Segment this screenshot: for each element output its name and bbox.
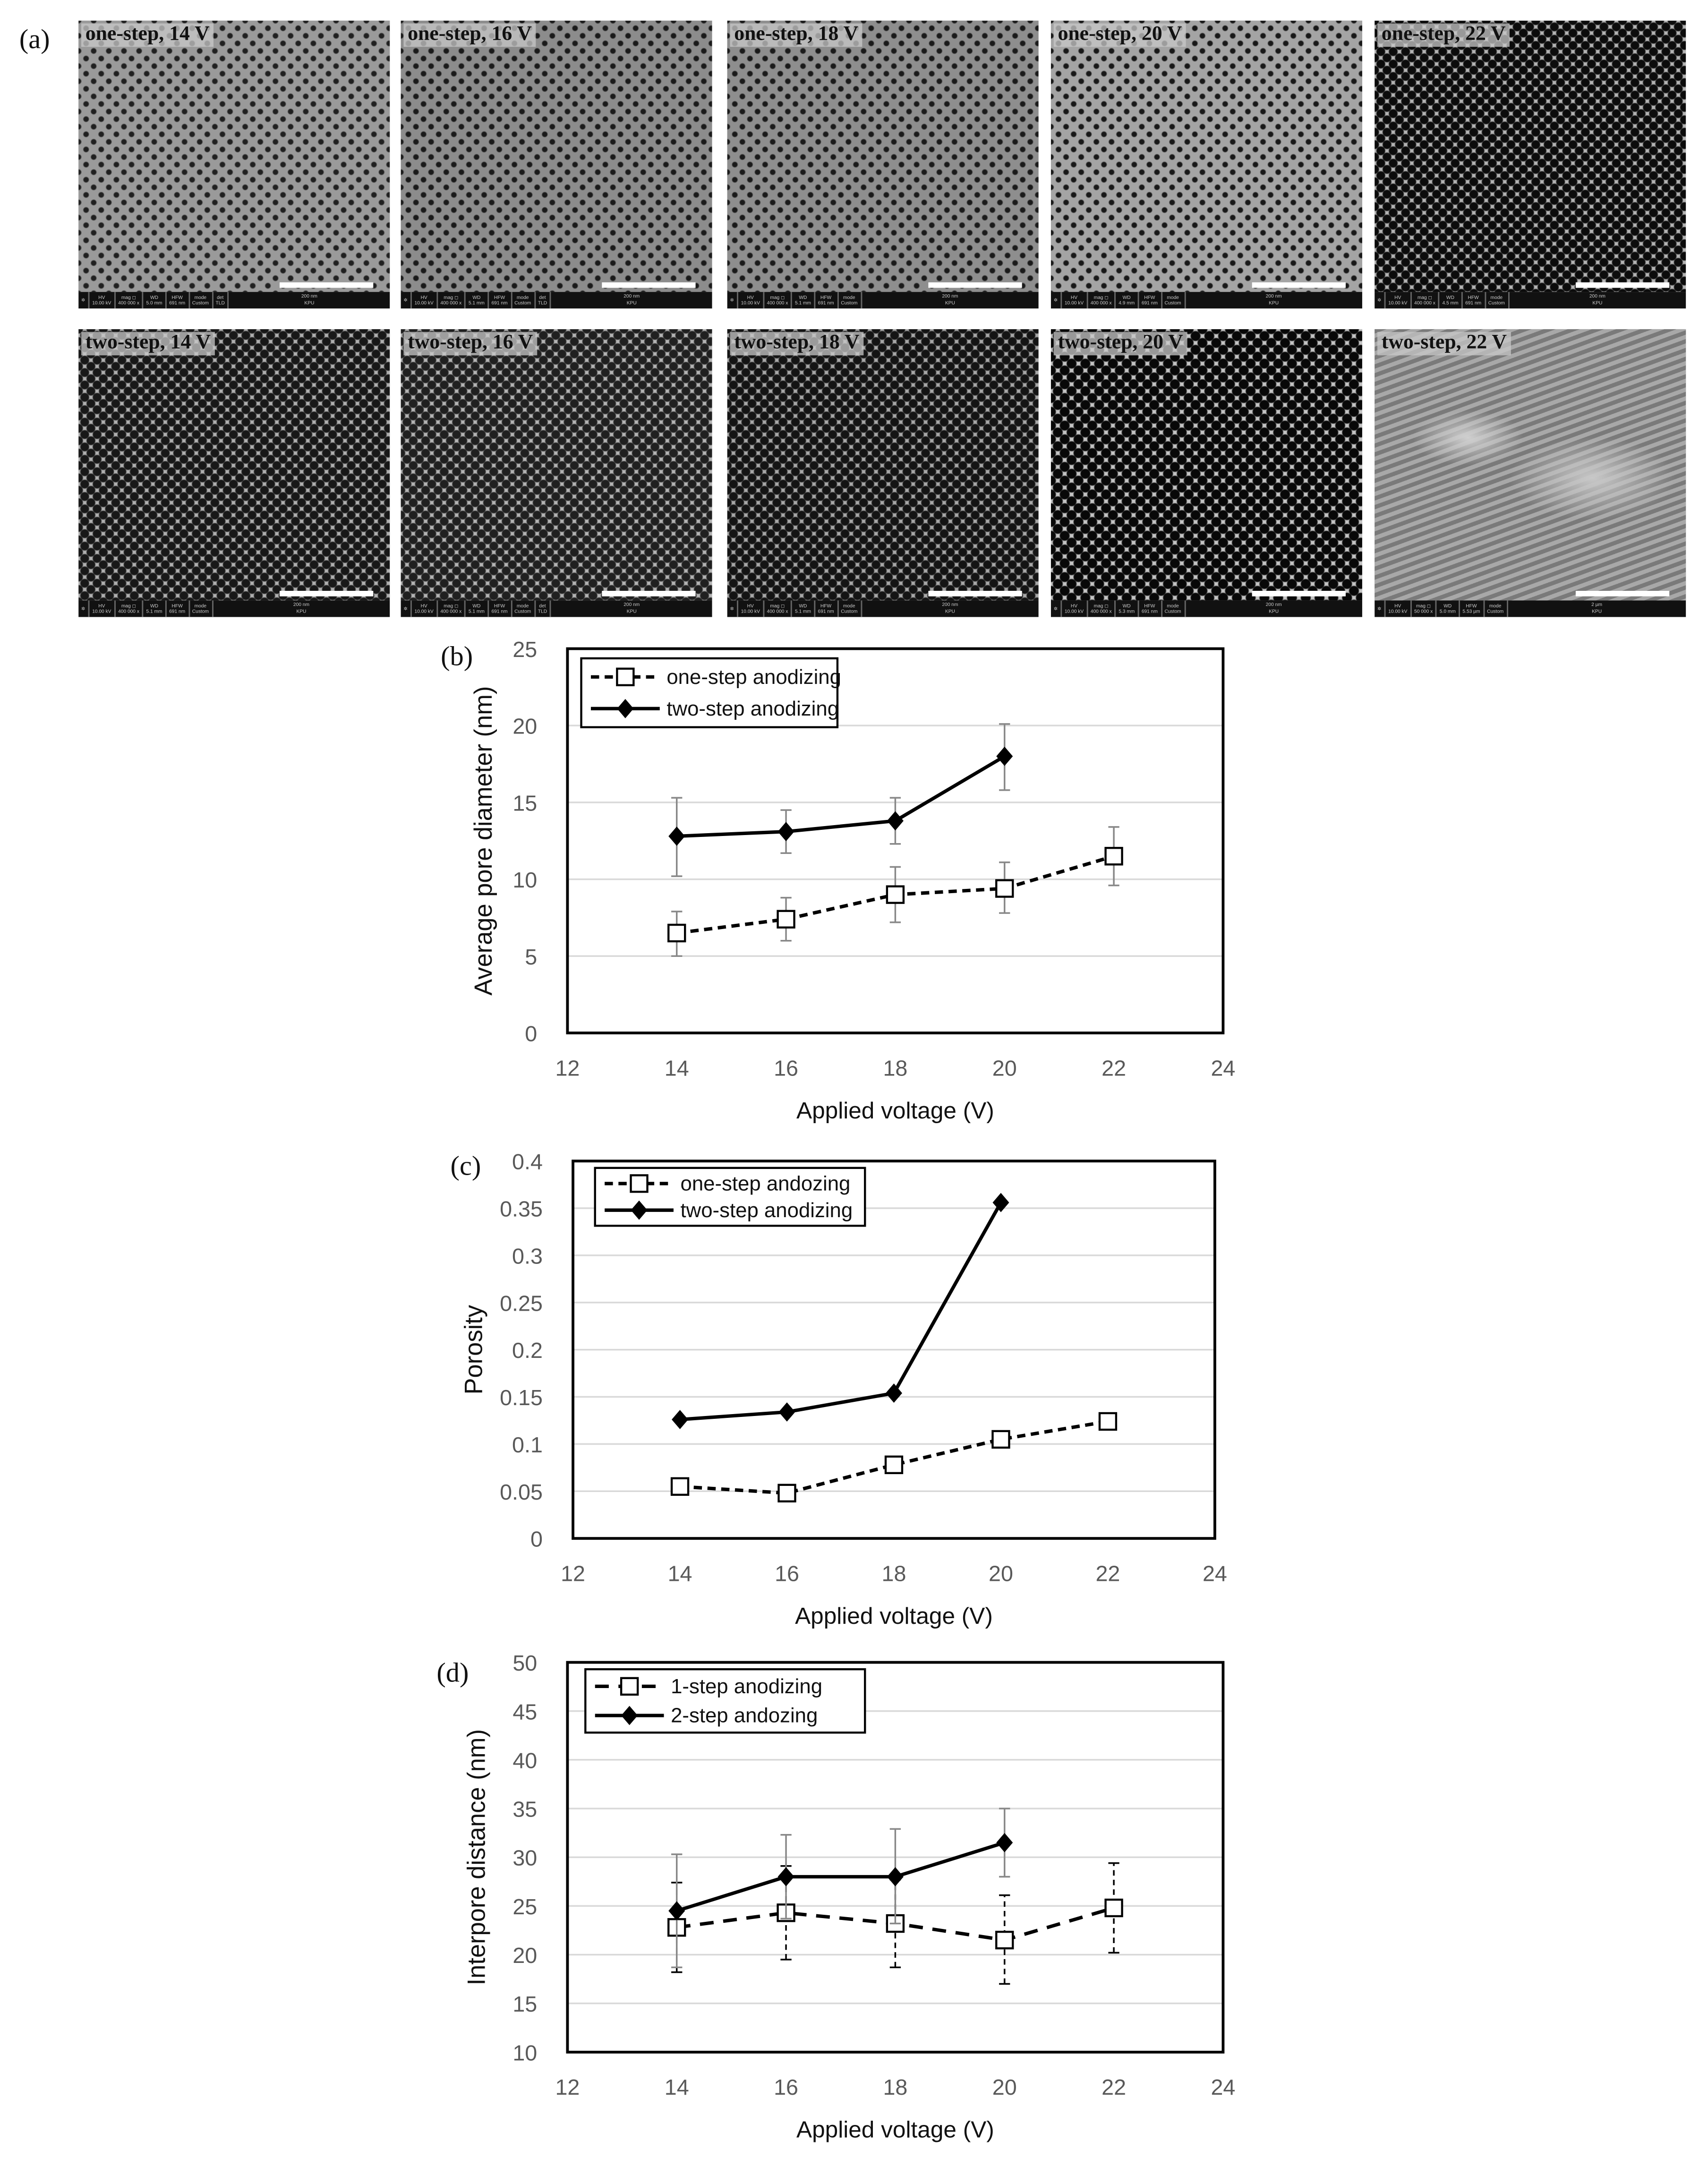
y-tick-label: 45 <box>512 1699 538 1724</box>
sem-image-title: one-step, 22 V <box>1377 24 1510 47</box>
y-axis-label: Porosity <box>460 1305 488 1395</box>
x-tick-label: 24 <box>1211 1056 1236 1081</box>
info-value: 691 nm <box>491 300 508 306</box>
info-value: 691 nm <box>169 300 186 306</box>
diamond-marker <box>779 1402 795 1422</box>
fei-logo-icon: ✲ <box>78 600 89 617</box>
fei-logo-icon: ✲ <box>1051 600 1062 617</box>
info-value: Custom <box>841 300 858 306</box>
info-value: 400 000 x <box>1090 608 1112 614</box>
x-tick-label: 22 <box>1102 2075 1127 2100</box>
info-label: HV <box>420 602 427 608</box>
info-value: Custom <box>192 300 209 306</box>
fei-logo-icon: ✲ <box>1051 292 1062 308</box>
sem-image-title: two-step, 16 V <box>403 332 537 356</box>
org-label: KPU <box>626 608 637 614</box>
info-value: 691 nm <box>169 608 186 614</box>
info-value: 4.9 mm <box>1119 300 1135 306</box>
legend-label: 2-step andozing <box>671 1704 818 1727</box>
diamond-marker <box>778 822 794 841</box>
y-tick-label: 0.35 <box>500 1196 543 1221</box>
y-tick-label: 10 <box>512 868 538 893</box>
panel-label-c: (c) <box>450 1151 481 1182</box>
info-label: HFW <box>1466 602 1477 608</box>
square-marker <box>631 1175 648 1192</box>
square-marker <box>779 1485 795 1501</box>
info-value: 400 000 x <box>118 608 139 614</box>
info-value: 400 000 x <box>1414 300 1435 306</box>
info-value: Custom <box>514 608 531 614</box>
info-value: Custom <box>514 300 531 306</box>
diamond-marker <box>886 1383 902 1403</box>
info-label: mag ◻ <box>444 602 459 608</box>
square-marker <box>617 669 633 685</box>
scale-label: 200 nm <box>942 602 958 607</box>
info-value: 400 000 x <box>1090 300 1112 306</box>
info-value: 10.00 kV <box>741 300 760 306</box>
series-line <box>680 1203 1001 1419</box>
info-value: TLD <box>215 300 225 306</box>
y-tick-label: 20 <box>512 714 538 739</box>
x-tick-label: 20 <box>989 1561 1013 1586</box>
panel-label-d: (d) <box>436 1658 469 1689</box>
diamond-marker <box>668 827 685 846</box>
info-label: mag ◻ <box>770 602 785 608</box>
info-label: HV <box>98 294 105 300</box>
info-label: HV <box>420 294 427 300</box>
square-marker <box>992 1431 1009 1448</box>
info-value: 691 nm <box>1141 300 1158 306</box>
info-value: Custom <box>1164 608 1181 614</box>
info-label: HV <box>1394 294 1401 300</box>
sem-image-title: two-step, 18 V <box>730 332 863 356</box>
info-label: mode <box>1167 602 1179 608</box>
info-value: TLD <box>538 608 547 614</box>
x-tick-label: 12 <box>555 2075 580 2100</box>
info-label: det <box>539 602 546 608</box>
y-tick-label: 0.1 <box>512 1432 543 1457</box>
sem-image-title: one-step, 16 V <box>403 24 536 47</box>
scale-label: 200 nm <box>1265 602 1282 607</box>
legend-label: one-step andozing <box>680 1172 851 1195</box>
info-label: det <box>539 294 546 300</box>
info-label: HV <box>747 294 754 300</box>
info-label: mag ◻ <box>1093 602 1109 608</box>
square-marker <box>1106 848 1122 864</box>
legend-label: 1-step anodizing <box>671 1674 823 1698</box>
square-marker <box>887 887 904 903</box>
info-value: 5.53 µm <box>1462 608 1480 614</box>
y-tick-label: 25 <box>512 1894 538 1919</box>
x-axis-label: Applied voltage (V) <box>796 2116 994 2143</box>
diamond-marker <box>887 1867 904 1886</box>
x-tick-label: 16 <box>775 1561 799 1586</box>
x-tick-label: 14 <box>664 1056 689 1081</box>
x-tick-label: 14 <box>667 1561 692 1586</box>
info-label: mode <box>516 294 529 300</box>
x-tick-label: 12 <box>555 1056 580 1081</box>
info-value: 400 000 x <box>440 300 462 306</box>
info-value: 400 000 x <box>440 608 462 614</box>
x-tick-label: 14 <box>664 2075 689 2100</box>
sem-image-title: one-step, 20 V <box>1054 24 1186 47</box>
scale-label: 200 nm <box>301 293 317 299</box>
info-label: HFW <box>1144 602 1155 608</box>
info-label: WD <box>150 294 159 300</box>
info-value: Custom <box>1488 300 1505 306</box>
org-label: KPU <box>945 608 955 614</box>
legend-label: two-step anodizing <box>666 697 839 720</box>
sem-image-title: one-step, 14 V <box>81 24 214 47</box>
x-tick-label: 18 <box>883 1056 908 1081</box>
series-line <box>677 756 1005 836</box>
y-tick-label: 35 <box>512 1797 538 1822</box>
scale-label: 200 nm <box>623 293 640 299</box>
info-label: HV <box>1070 602 1078 608</box>
info-label: mag ◻ <box>1093 294 1109 300</box>
series-2 <box>668 724 1013 876</box>
info-label: mode <box>843 294 855 300</box>
scale-label: 200 nm <box>1589 293 1606 299</box>
info-value: 691 nm <box>1465 300 1482 306</box>
info-value: 5.1 mm <box>794 608 811 614</box>
info-label: mode <box>843 602 855 608</box>
x-tick-label: 16 <box>774 2075 799 2100</box>
x-tick-label: 18 <box>881 1561 906 1586</box>
y-tick-label: 0.3 <box>512 1244 543 1269</box>
info-label: WD <box>1122 294 1131 300</box>
info-label: HFW <box>171 294 183 300</box>
sem-image-title: two-step, 22 V <box>1377 332 1511 356</box>
series-1 <box>672 1413 1116 1501</box>
x-tick-label: 24 <box>1202 1561 1227 1586</box>
info-value: 10.00 kV <box>92 300 111 306</box>
org-label: KPU <box>626 300 637 306</box>
y-tick-label: 15 <box>512 791 538 816</box>
y-tick-label: 0 <box>530 1527 543 1552</box>
info-label: WD <box>1446 294 1454 300</box>
square-marker <box>668 925 685 941</box>
diamond-marker <box>992 1193 1009 1212</box>
panel-label-b: (b) <box>441 641 473 673</box>
x-tick-label: 18 <box>883 2075 908 2100</box>
y-tick-label: 25 <box>512 637 538 662</box>
y-tick-label: 50 <box>512 1651 538 1676</box>
info-label: HV <box>98 602 105 608</box>
info-value: Custom <box>1487 608 1504 614</box>
info-label: mag ◻ <box>1417 294 1433 300</box>
info-label: mode <box>1167 294 1179 300</box>
info-value: 5.1 mm <box>468 608 485 614</box>
fei-logo-icon: ✲ <box>727 600 738 617</box>
y-tick-label: 0.05 <box>500 1479 543 1504</box>
scale-label: 200 nm <box>293 602 310 607</box>
diamond-marker <box>887 811 904 831</box>
y-tick-label: 0.25 <box>500 1291 543 1316</box>
fei-logo-icon: ✲ <box>727 292 738 308</box>
square-marker <box>1100 1413 1116 1430</box>
info-value: 10.00 kV <box>414 300 434 306</box>
org-label: KPU <box>1592 608 1602 614</box>
diamond-marker <box>996 747 1013 766</box>
series-line <box>677 1842 1005 1911</box>
y-axis-label: Average pore diameter (nm) <box>470 686 498 996</box>
info-value: 10.00 kV <box>92 608 111 614</box>
info-value: 5.3 mm <box>1119 608 1135 614</box>
info-label: mag ◻ <box>121 602 137 608</box>
info-label: mag ◻ <box>121 294 137 300</box>
info-label: HFW <box>494 602 505 608</box>
y-tick-label: 5 <box>525 944 538 969</box>
info-value: 691 nm <box>818 608 834 614</box>
panel-label-a: (a) <box>19 25 50 55</box>
info-label: HFW <box>1144 294 1155 300</box>
x-tick-label: 20 <box>992 1056 1017 1081</box>
y-tick-label: 10 <box>512 2040 538 2065</box>
square-marker <box>621 1678 638 1695</box>
square-marker <box>778 911 794 928</box>
diamond-marker <box>668 1901 685 1920</box>
info-label: mag ◻ <box>1416 602 1431 608</box>
sem-image-title: one-step, 18 V <box>730 24 862 47</box>
org-label: KPU <box>945 300 955 306</box>
square-marker <box>1106 1900 1122 1916</box>
y-tick-label: 0.15 <box>500 1385 543 1410</box>
info-value: 10.00 kV <box>741 608 760 614</box>
info-label: WD <box>1122 602 1131 608</box>
y-tick-label: 0.4 <box>512 1149 543 1174</box>
org-label: KPU <box>1269 608 1279 614</box>
y-tick-label: 30 <box>512 1845 538 1870</box>
diamond-marker <box>778 1867 794 1886</box>
info-label: WD <box>1443 602 1452 608</box>
info-label: HFW <box>494 294 505 300</box>
chart-c <box>460 1150 1227 1629</box>
square-marker <box>672 1478 688 1495</box>
info-value: 50 000 x <box>1414 608 1433 614</box>
x-tick-label: 20 <box>992 2075 1017 2100</box>
legend-label: one-step anodizing <box>666 665 841 689</box>
legend <box>585 1669 865 1732</box>
info-value: 10.00 kV <box>414 608 434 614</box>
y-tick-label: 40 <box>512 1748 538 1773</box>
info-label: mode <box>194 294 207 300</box>
x-tick-label: 16 <box>774 1056 799 1081</box>
info-value: 400 000 x <box>767 608 788 614</box>
info-value: 5.0 mm <box>1439 608 1456 614</box>
y-tick-label: 0 <box>525 1021 538 1046</box>
y-tick-label: 20 <box>512 1943 538 1968</box>
x-tick-label: 12 <box>561 1561 586 1586</box>
info-value: 10.00 kV <box>1388 300 1408 306</box>
diamond-marker <box>996 1833 1013 1852</box>
legend <box>581 658 841 727</box>
info-label: mode <box>1489 602 1502 608</box>
info-label: HFW <box>1468 294 1479 300</box>
x-tick-label: 22 <box>1095 1561 1120 1586</box>
info-value: 10.00 kV <box>1064 608 1084 614</box>
info-label: WD <box>799 294 807 300</box>
y-tick-label: 0.2 <box>512 1338 543 1363</box>
info-label: HV <box>1070 294 1078 300</box>
info-value: 691 nm <box>491 608 508 614</box>
scale-label: 200 nm <box>623 602 640 607</box>
fei-logo-icon: ✲ <box>1375 292 1385 308</box>
info-label: WD <box>799 602 807 608</box>
fei-logo-icon: ✲ <box>1375 600 1385 617</box>
info-value: 10.00 kV <box>1064 300 1084 306</box>
square-marker <box>996 1932 1013 1948</box>
info-label: mode <box>516 602 529 608</box>
scale-label: 2 µm <box>1591 602 1603 607</box>
chart-b <box>470 637 1235 1124</box>
info-label: mode <box>1490 294 1503 300</box>
info-value: 5.0 mm <box>146 300 162 306</box>
info-label: HFW <box>820 294 832 300</box>
info-label: HV <box>747 602 754 608</box>
info-label: HV <box>1394 602 1401 608</box>
info-label: mag ◻ <box>770 294 785 300</box>
y-tick-label: 15 <box>512 1992 538 2017</box>
org-label: KPU <box>296 608 307 614</box>
scale-label: 200 nm <box>942 293 958 299</box>
series-1 <box>668 827 1122 956</box>
info-label: WD <box>150 602 159 608</box>
info-value: 5.1 mm <box>794 300 811 306</box>
info-label: mode <box>194 602 207 608</box>
x-tick-label: 24 <box>1211 2075 1236 2100</box>
fei-logo-icon: ✲ <box>401 600 412 617</box>
info-value: Custom <box>192 608 209 614</box>
square-marker <box>996 880 1013 897</box>
info-value: 691 nm <box>818 300 834 306</box>
x-tick-label: 22 <box>1102 1056 1127 1081</box>
info-value: 400 000 x <box>767 300 788 306</box>
legend <box>595 1168 865 1226</box>
sem-image-title: two-step, 20 V <box>1054 332 1187 356</box>
sem-image-title: two-step, 14 V <box>81 332 215 356</box>
x-axis-label: Applied voltage (V) <box>796 1097 994 1124</box>
square-marker <box>886 1457 902 1473</box>
info-value: 691 nm <box>1141 608 1158 614</box>
diamond-marker <box>672 1410 688 1429</box>
fei-logo-icon: ✲ <box>78 292 89 308</box>
series-2 <box>672 1193 1009 1429</box>
org-label: KPU <box>304 300 315 306</box>
fei-logo-icon: ✲ <box>401 292 412 308</box>
info-label: WD <box>472 602 481 608</box>
org-label: KPU <box>1592 300 1603 306</box>
chart-d <box>462 1651 1235 2143</box>
info-label: mag ◻ <box>444 294 459 300</box>
scale-label: 200 nm <box>1265 293 1282 299</box>
series-2 <box>668 1808 1013 1967</box>
org-label: KPU <box>1269 300 1279 306</box>
info-value: 10.00 kV <box>1388 608 1408 614</box>
info-value: TLD <box>538 300 547 306</box>
info-label: WD <box>472 294 481 300</box>
info-value: Custom <box>1164 300 1181 306</box>
y-axis-label: Interpore distance (nm) <box>462 1729 491 1986</box>
x-axis-label: Applied voltage (V) <box>795 1602 993 1629</box>
info-label: HFW <box>171 602 183 608</box>
info-value: Custom <box>841 608 858 614</box>
info-value: 5.1 mm <box>468 300 485 306</box>
info-label: HFW <box>820 602 832 608</box>
legend-label: two-step anodizing <box>680 1198 853 1222</box>
info-label: det <box>217 294 224 300</box>
info-value: 5.1 mm <box>146 608 162 614</box>
info-value: 4.5 mm <box>1442 300 1459 306</box>
info-value: 400 000 x <box>118 300 139 306</box>
